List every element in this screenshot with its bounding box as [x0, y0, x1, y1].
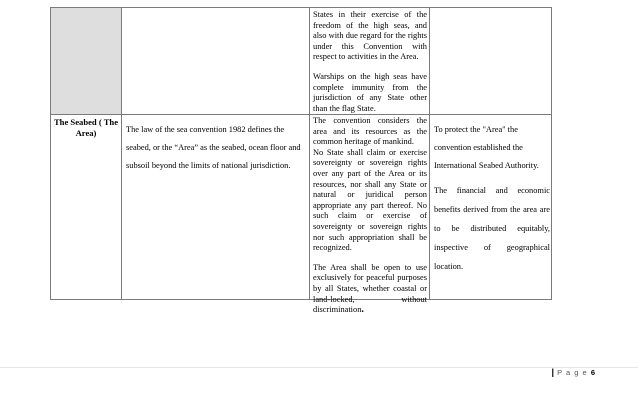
common-heritage-text: The convention considers the area and its resources as the common heritage of mankind.: [313, 116, 427, 147]
column-divider: [121, 8, 122, 299]
seabed-definition-cell: [126, 121, 306, 175]
high-seas-rights-text: States in their exercise of the freedom of the high seas, and also with due regard for the rights under this Convention with respect to activities in the Area.: [313, 10, 427, 62]
seabed-authority-text: To protect the "Area" the convention established the International Seabed Authority.: [434, 125, 539, 170]
peaceful-use-period: .: [361, 304, 364, 316]
peaceful-use-text: [313, 263, 427, 316]
no-sovereignty-text: No State shall claim or exercise sovereignty or sovereign rights over any part of the Area or its resources, nor shall any State or natural or juridical person appropriate any part thereof. No such claim or exercise of sovereignty or sovereign rights nor such appropriation shall be recognized.: [313, 147, 427, 253]
seabed-authority-cell: [434, 121, 550, 276]
seabed-definition-text: The law of the sea convention 1982 defines the seabed, or the “Area” as the seabed, ocean floor and subsoil beyond the limits of national jurisdiction.: [126, 125, 301, 170]
row-divider: [51, 114, 551, 115]
column-divider: [429, 8, 430, 299]
benefit-sharing-text: The financial and economic benefits derived from the area are to be distributed equitably, inspective of geographical location.: [434, 186, 550, 271]
row-heading: The Seabed ( The Area): [53, 117, 119, 138]
page-label: P a g e: [557, 368, 588, 377]
column-divider: [309, 8, 310, 299]
warships-immunity-text: Warships on the high seas have complete immunity from the jurisdiction of any State other than the flag State.: [313, 71, 427, 113]
footer-separator: |: [551, 367, 554, 377]
page-number: 6: [590, 368, 596, 377]
seabed-principles-cell: [313, 116, 427, 316]
seabed-row-heading-cell: [53, 117, 119, 138]
footer-divider: [0, 367, 638, 368]
continuation-cell-col3: [313, 10, 427, 114]
peaceful-use-sentence: The Area shall be open to use exclusively for peaceful purposes by all States, whether coastal or land-locked, without discrimination: [313, 262, 427, 315]
row-heading-shading: [51, 8, 121, 114]
page-footer: [551, 367, 596, 377]
content-table: [50, 7, 552, 316]
